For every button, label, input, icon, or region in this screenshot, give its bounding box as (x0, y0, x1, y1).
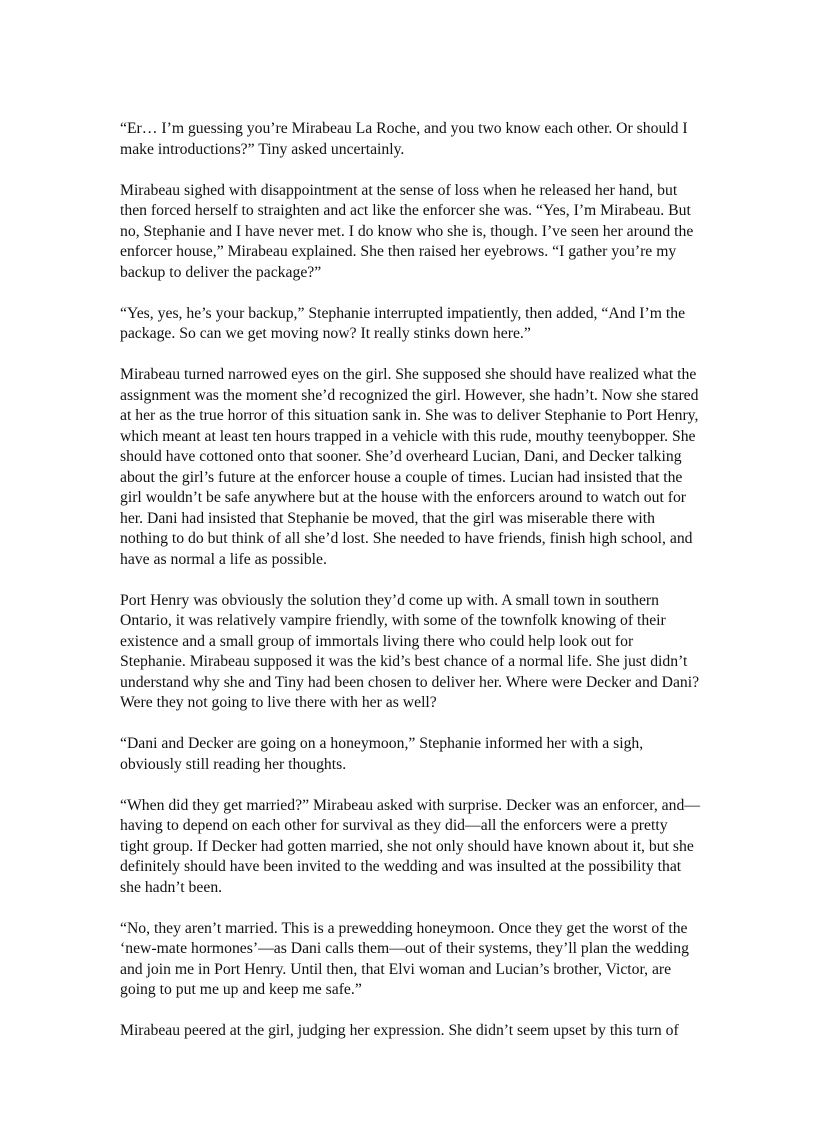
paragraph-8: “No, they aren’t married. This is a prewedding honeymoon. Once they get the worst of the ‘new-mate hormones’—as Dani calls them—out of their systems, they’ll plan the wedding and join me in Port Henry. Until then, that Elvi woman and Lucian’s brother, Victor, are going to put me up and keep me safe.” (120, 919, 689, 998)
paragraph-3: “Yes, yes, he’s your backup,” Stephanie interrupted impatiently, then added, “And I’m the package. So can we get moving now? It really stinks down here.” (120, 304, 686, 342)
paragraph-7: “When did they get married?” Mirabeau asked with surprise. Decker was an enforcer, and—having to depend on each other for survival as they did—all the enforcers were a pretty tight group. If Decker had gotten married, she not only should have known about it, but she definitely should have been invited to the wedding and was insulted at the possibility that she hadn’t been. (120, 796, 701, 896)
paragraph-9: Mirabeau peered at the girl, judging her expression. She didn’t seem upset by this turn of (120, 1022, 679, 1039)
body-text (120, 119, 700, 1062)
paragraph-6: “Dani and Decker are going on a honeymoon,” Stephanie informed her with a sigh, obviously still reading her thoughts. (120, 735, 644, 773)
paragraph-2: Mirabeau sighed with disappointment at the sense of loss when he released her hand, but then forced herself to straighten and act like the enforcer she was. “Yes, I’m Mirabeau. But no, Stephanie and I have never met. I do know who she is, though. I’ve seen her around the enforcer house,” Mirabeau explained. She then raised her eyebrows. “I gather you’re my backup to deliver the package?” (120, 181, 694, 281)
paragraph-1: “Er… I’m guessing you’re Mirabeau La Roche, and you two know each other. Or should I make introductions?” Tiny asked uncertainly. (120, 120, 688, 158)
paragraph-5: Port Henry was obviously the solution they’d come up with. A small town in southern Ontario, it was relatively vampire friendly, with some of the townfolk knowing of their existence and a small group of immortals living there who could help look out for Stephanie. Mirabeau supposed it was the kid’s best chance of a normal life. She just didn’t understand why she and Tiny had been chosen to deliver her. Where were Decker and Dani? Were they not going to live there with her as well? (120, 591, 700, 711)
paragraph-4: Mirabeau turned narrowed eyes on the girl. She supposed she should have realized what the assignment was the moment she’d recognized the girl. However, she hadn’t. Now she stared at her as the true horror of this situation sank in. She was to deliver Stephanie to Port Henry, which meant at least ten hours trapped in a vehicle with this rude, mouthy teenybopper. She should have cottoned onto that sooner. She’d overheard Lucian, Dani, and Decker talking about the girl’s future at the enforcer house a couple of times. Lucian had insisted that the girl wouldn’t be safe anywhere but at the house with the enforcers around to watch out for her. Dani had insisted that Stephanie be moved, that the girl was miserable there with nothing to do but think of all she’d lost. She needed to have friends, finish high school, and have as normal a life as possible. (120, 366, 699, 568)
